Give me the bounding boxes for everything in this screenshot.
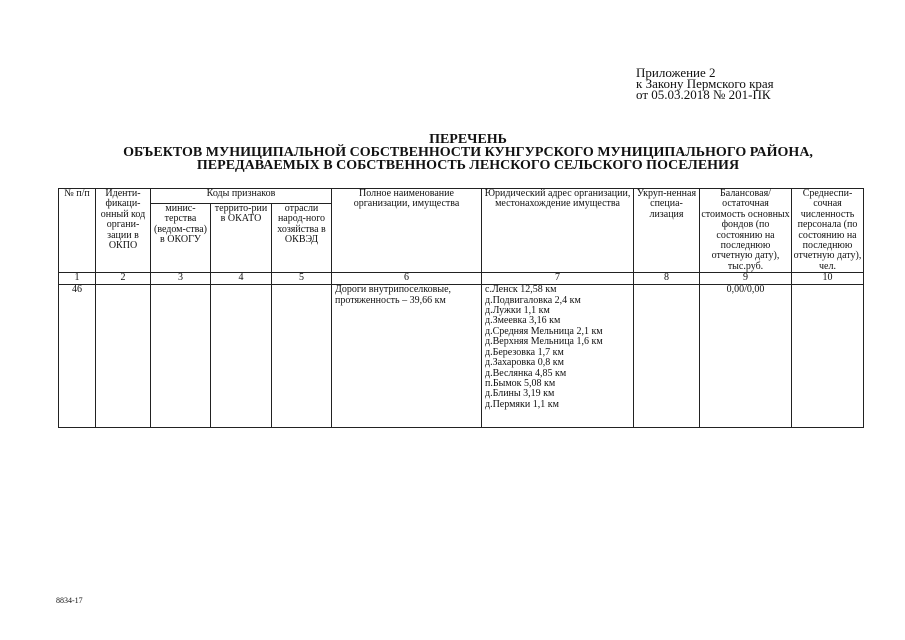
appendix-note — [636, 67, 774, 100]
address-line: д.Средняя Мельница 2,1 км — [485, 325, 603, 337]
header-name: Полное наименование организации, имущества — [332, 189, 482, 273]
row-okato — [211, 285, 272, 428]
address-line: д.Блины 3,19 км — [485, 388, 555, 400]
address-line: п.Бымок 5,08 км — [485, 377, 556, 389]
col-number: 5 — [272, 273, 332, 285]
header-okpo: Иденти-фикаци-онный код органи-зации в ОКПО — [96, 189, 151, 273]
col-number: 4 — [211, 273, 272, 285]
col-number: 6 — [332, 273, 482, 285]
col-number: 3 — [151, 273, 211, 285]
address-line: д.Лужки 1,1 км — [485, 305, 550, 317]
header-spec: Укруп-ненная специа-лизация — [634, 189, 700, 273]
header-okogu: минис-терства (ведом-ства) в ОКОГУ — [151, 204, 211, 273]
header-address: Юридический адрес организации, местонахождение имущества — [482, 189, 634, 273]
address-line: д.Веслянка 4,85 км — [485, 367, 567, 379]
address-line: д.Змеевка 3,16 км — [485, 315, 561, 327]
appendix-line3: от 05.03.2018 № 201-ПК — [636, 87, 771, 102]
address-line: д.Захаровка 0,8 км — [485, 357, 564, 369]
row-address — [482, 285, 634, 428]
col-number: 1 — [59, 273, 96, 285]
row-okogu — [151, 285, 211, 428]
row-okved — [272, 285, 332, 428]
title-line1: ПЕРЕЧЕНЬ — [429, 132, 507, 147]
address-line: д.Березовка 1,7 км — [485, 346, 564, 358]
row-name: Дороги внутрипоселковые, протяженность – 39,66 км — [332, 285, 482, 428]
col-number: 2 — [96, 273, 151, 285]
address-line: с.Ленск 12,58 км — [485, 284, 557, 296]
title-line3: ПЕРЕДАВАЕМЫХ В СОБСТВЕННОСТЬ ЛЕНСКОГО СЕЛЬСКОГО ПОСЕЛЕНИЯ — [196, 158, 740, 173]
property-table — [58, 188, 864, 428]
title-line2: ОБЪЕКТОВ МУНИЦИПАЛЬНОЙ СОБСТВЕННОСТИ КУНГУРСКОГО МУНИЦИПАЛЬНОГО РАЙОНА, — [123, 145, 813, 160]
document-code: 8834-17 — [56, 596, 83, 605]
address-line: д.Верхняя Мельница 1,6 км — [485, 336, 603, 348]
header-okved: отрасли народ-ного хозяйства в ОКВЭД — [272, 204, 332, 273]
header-codes-group: Коды признаков — [151, 189, 332, 204]
row-balance: 0,00/0,00 — [700, 285, 792, 428]
header-staff: Среднеспи-сочная численность персонала (по состоянию на последнюю отчетную дату), чел. — [792, 189, 864, 273]
col-number: 8 — [634, 273, 700, 285]
row-spec — [634, 285, 700, 428]
header-balance: Балансовая/ остаточная стоимость основных фондов (по состоянию на последнюю отчетную дату), тыс.руб. — [701, 188, 790, 272]
table-row — [59, 285, 864, 428]
appendix-line2: к Закону Пермского края — [636, 76, 774, 91]
col-number: 10 — [792, 273, 864, 285]
row-staff — [792, 285, 864, 428]
col-number: 7 — [482, 273, 634, 285]
appendix-line1: Приложение 2 — [636, 65, 716, 80]
row-okpo — [96, 285, 151, 428]
header-okato: террито-рии в ОКАТО — [211, 204, 272, 273]
address-line: д.Пермяки 1,1 км — [485, 398, 559, 410]
address-line: д.Подвигаловка 2,4 км — [485, 294, 581, 306]
col-number: 9 — [700, 273, 792, 285]
row-num: 46 — [59, 285, 96, 428]
document-title — [60, 133, 876, 172]
header-num: № п/п — [59, 189, 96, 273]
